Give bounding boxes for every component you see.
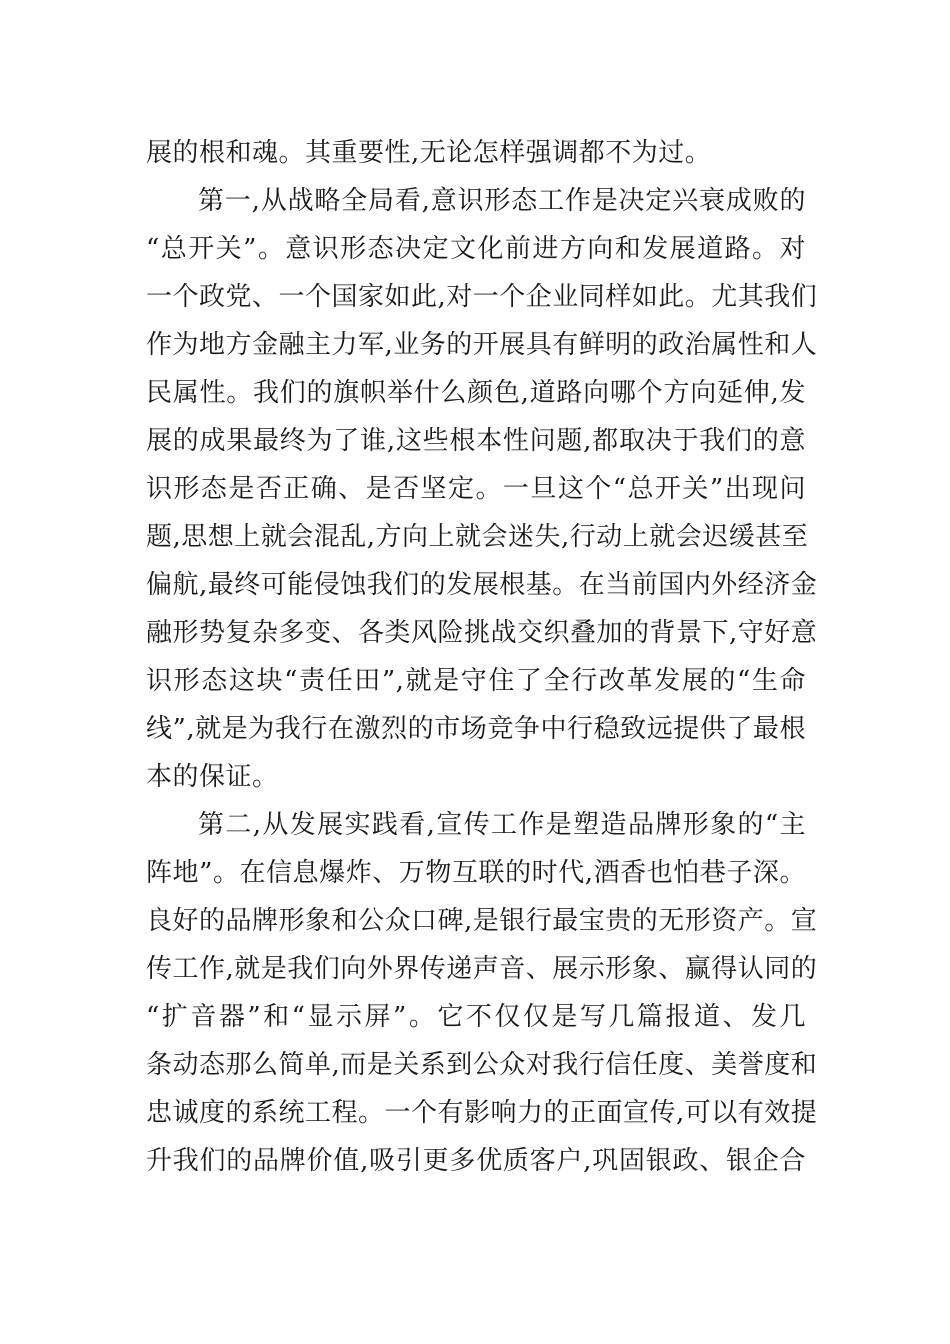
text-line: 作为地方金融主力军,业务的开展具有鲜明的政治属性和人 [146, 330, 818, 360]
text-line: 阵地”。在信息爆炸、万物互联的时代,酒香也怕巷子深。 [146, 858, 806, 888]
text-line: 展的根和魂。其重要性,无论怎样强调都不为过。 [146, 138, 712, 168]
paragraph-first-line: 第一,从战略全局看,意识形态工作是决定兴衰成败的 [198, 186, 806, 216]
paragraph-first-line: 第二,从发展实践看,宣传工作是塑造品牌形象的“主 [198, 810, 806, 840]
text-line: 一个政党、一个国家如此,对一个企业同样如此。尤其我们 [146, 282, 818, 312]
text-line: 传工作,就是我们向外界传递声音、展示形象、赢得认同的 [146, 954, 818, 984]
text-line: 偏航,最终可能侵蚀我们的发展根基。在当前国内外经济金 [146, 570, 818, 600]
text-line: 本的保证。 [146, 762, 279, 792]
text-line: “总开关”。意识形态决定文化前进方向和发展道路。对 [146, 234, 806, 264]
text-line: 题,思想上就会混乱,方向上就会迷失,行动上就会迟缓甚至 [146, 522, 809, 552]
text-line: 线”,就是为我行在激烈的市场竞争中行稳致远提供了最根 [146, 714, 806, 744]
text-line: 识形态是否正确、是否坚定。一旦这个“总开关”出现问 [146, 474, 806, 504]
text-line: 忠诚度的系统工程。一个有影响力的正面宣传,可以有效提 [146, 1098, 818, 1128]
text-line: 识形态这块“责任田”,就是守住了全行改革发展的“生命 [146, 666, 806, 696]
text-line: 融形势复杂多变、各类风险挑战交织叠加的背景下,守好意 [146, 618, 818, 648]
text-line: “扩音器”和“显示屏”。它不仅仅是写几篇报道、发几 [146, 1002, 806, 1032]
text-line: 良好的品牌形象和公众口碑,是银行最宝贵的无形资产。宣 [146, 906, 818, 936]
text-line: 民属性。我们的旗帜举什么颜色,道路向哪个方向延伸,发 [146, 378, 806, 408]
text-line: 展的成果最终为了谁,这些根本性问题,都取决于我们的意 [146, 426, 806, 456]
text-line: 升我们的品牌价值,吸引更多优质客户,巩固银政、银企合 [146, 1146, 806, 1176]
text-line: 条动态那么简单,而是关系到公众对我行信任度、美誉度和 [146, 1050, 818, 1080]
